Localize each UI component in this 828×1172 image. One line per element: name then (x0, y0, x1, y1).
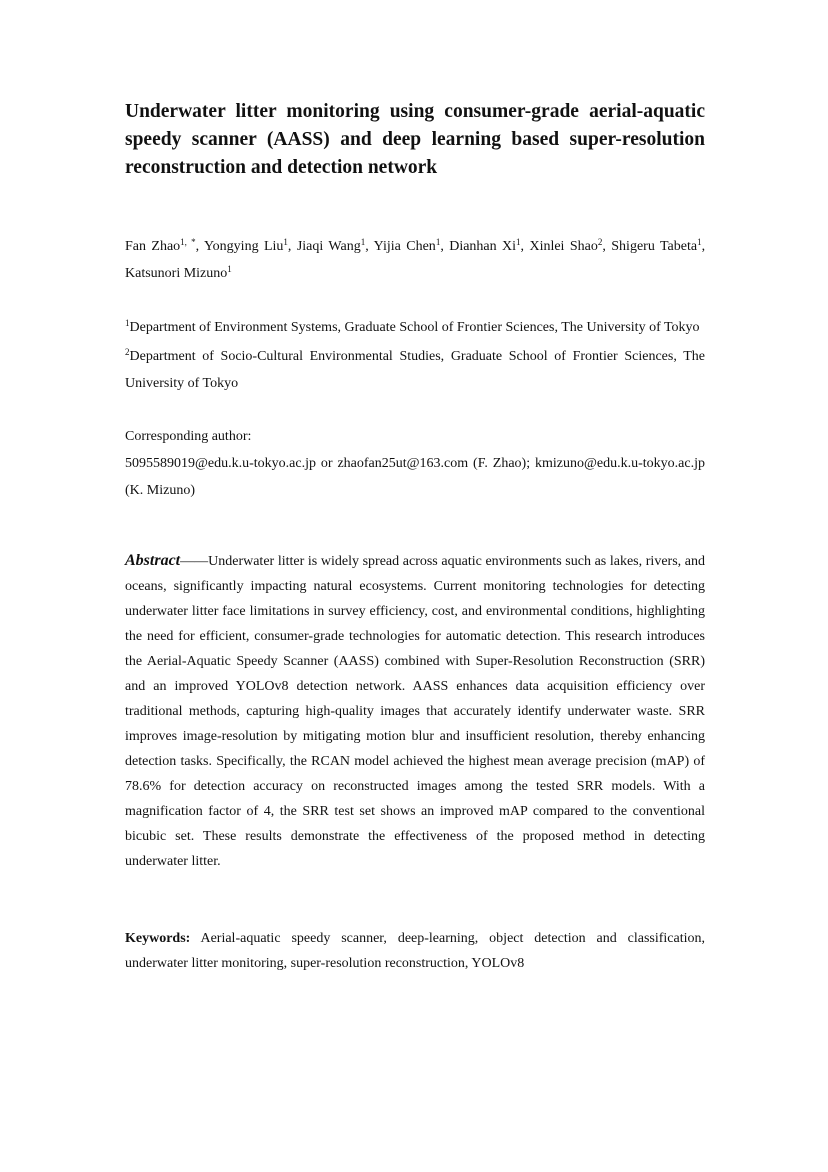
keywords (125, 926, 705, 976)
author-name: Fan Zhao (125, 239, 181, 254)
abstract-text: Underwater litter is widely spread across aquatic environments such as lakes, rivers, and oceans, significantly impacting natural ecosystems. Current monitoring technologies for detecting underwater litter face limitations in survey efficiency, cost, and environmental conditions, highlighting the need for efficient, consumer-grade technologies for automatic detection. This research introduces the Aerial-Aquatic Speedy Scanner (AASS) combined with Super-Resolution Reconstruction (SRR) and an improved YOLOv8 detection network. AASS enhances data acquisition efficiency over traditional methods, capturing high-quality images that accurately identify underwater waste. SRR improves image-resolution by mitigating motion blur and insufficient resolution, thereby enhancing detection tasks. Specifically, the RCAN model achieved the highest mean average precision (mAP) of 78.6% for detection accuracy on reconstructed images among the tested SRR models. With a magnification factor of 4, the SRR test set shows an improved mAP compared to the conventional bicubic set. These results demonstrate the effectiveness of the proposed method in detecting underwater litter. (125, 554, 705, 869)
author (449, 239, 529, 254)
corresponding-author-contact: 5095589019@edu.k.u-tokyo.ac.jp or zhaofan25ut@163.com (F. Zhao); kmizuno@edu.k.u-tokyo.ac.jp (K. Mizuno) (125, 456, 705, 498)
author (125, 239, 204, 254)
author-name: Jiaqi Wang (296, 239, 361, 254)
author-name: Yongying Liu (203, 239, 284, 254)
author-list (125, 233, 705, 287)
author-separator: , (365, 239, 374, 254)
abstract (125, 548, 705, 874)
author-separator: , (195, 239, 204, 254)
author-affiliation-mark: 1 (227, 264, 232, 274)
author (297, 239, 374, 254)
author-separator: , (602, 239, 612, 254)
affiliation-list (125, 314, 705, 399)
author-affiliation-mark: 1 (697, 237, 702, 247)
author (125, 266, 232, 281)
author-name: Dianhan Xi (449, 239, 517, 254)
author-affiliation-mark: 1 (360, 237, 366, 247)
author (204, 239, 297, 254)
author-affiliation-mark: 1, * (180, 237, 196, 247)
affiliation-text: Department of Environment Systems, Graduate School of Frontier Sciences, The University of Tokyo (129, 320, 700, 335)
affiliation-text: Department of Socio-Cultural Environmental Studies, Graduate School of Frontier Sciences, The University of Tokyo (125, 349, 705, 391)
paper-title: Underwater litter monitoring using consumer-grade aerial-aquatic speedy scanner (AASS) and deep learning based super-resolution reconstruction and detection network (125, 101, 705, 178)
author-affiliation-mark: 1 (516, 237, 521, 247)
affiliation-mark: 1 (125, 318, 130, 328)
affiliation (125, 314, 705, 341)
abstract-dash: —— (180, 554, 209, 569)
author-name: Xinlei Shao (529, 239, 598, 254)
author-separator: , (440, 239, 450, 254)
author-affiliation-mark: 2 (597, 237, 603, 247)
author (374, 239, 450, 254)
author (529, 239, 611, 254)
author-affiliation-mark: 1 (283, 237, 288, 247)
author-name: Shigeru Tabeta (611, 239, 698, 254)
author-name: Yijia Chen (373, 239, 436, 254)
keywords-text: Aerial-aquatic speedy scanner, deep-learning, object detection and classification, underwater litter monitoring, super-resolution reconstruction, YOLOv8 (125, 931, 705, 971)
author-separator: , (520, 239, 530, 254)
abstract-label: Abstract (125, 552, 181, 569)
author-affiliation-mark: 1 (435, 237, 441, 247)
author-separator: , (287, 239, 297, 254)
corresponding-author-label: Corresponding author: (125, 429, 252, 444)
keywords-label: Keywords: (125, 931, 191, 946)
author (611, 239, 705, 254)
affiliation-mark: 2 (125, 347, 130, 357)
affiliation (125, 343, 705, 397)
author-name: Katsunori Mizuno (125, 266, 228, 281)
corresponding-author (125, 423, 705, 504)
author-separator: , (701, 239, 706, 254)
